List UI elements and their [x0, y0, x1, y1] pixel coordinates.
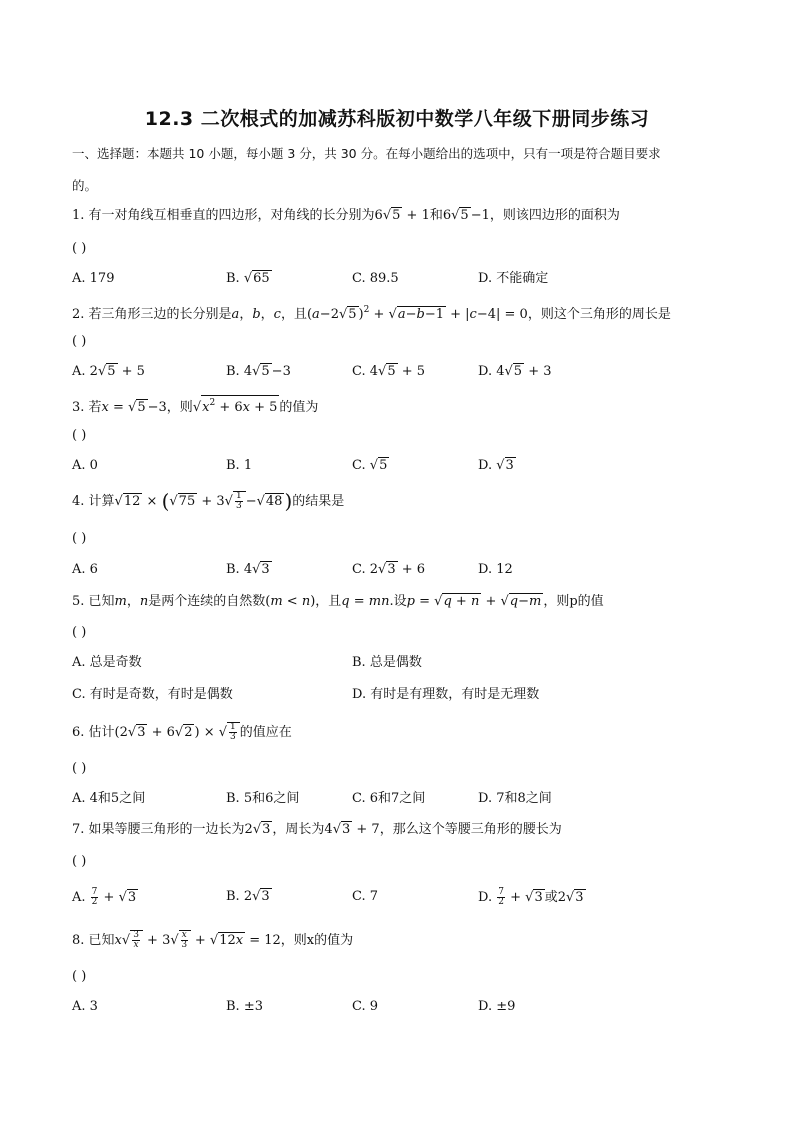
question-1-formula: 6√ 5 + 1和6√ 5 −1 — [375, 208, 490, 223]
question-5-option-c[interactable]: C. 有时是奇数，有时是偶数 — [72, 687, 233, 702]
question-3-formula: x = √ 5 −3，则√ $x^2 + 6x + 5$ — [102, 400, 280, 415]
question-8-option-c[interactable]: C. 9 — [352, 999, 379, 1014]
question-6-suffix: 的值应在 — [239, 725, 292, 740]
page-title: 12.3 二次根式的加减苏科版初中数学八年级下册同步练习 — [144, 108, 650, 130]
section-heading-line1: 一、选择题：本题共 10 小题，每小题 3 分，共 30 分。在每小题给出的选项中，只有一项是符合题目要求 — [72, 146, 661, 161]
question-7-option-a[interactable]: A. $\frac{7}{2}$ + √ 3 — [72, 888, 138, 907]
question-5-blank: ( ) — [72, 625, 87, 640]
question-6-option-c[interactable]: C. 6和7之间 — [352, 791, 426, 806]
question-3-option-a[interactable]: A. 0 — [72, 458, 98, 473]
question-3-option-b[interactable]: B. 1 — [226, 458, 253, 473]
question-5-suffix: ，则p的值 — [543, 594, 604, 609]
question-4-formula: √ 12 × (√ 75 + 3√ $\frac{1}{3}$ −√ 48 ) — [115, 494, 293, 509]
question-6-option-b[interactable]: B. 5和6之间 — [226, 791, 300, 806]
question-2-formula: a，b，c，且(a−2√ 5 )$^2$ + √ a−b−1 + |c−4| = 0 — [232, 307, 528, 322]
question-3-suffix: 的值为 — [279, 400, 319, 415]
question-6-prefix: 6. 估计 — [72, 725, 115, 740]
question-5-option-d[interactable]: D. 有时是有理数，有时是无理数 — [352, 687, 540, 702]
question-2-stem — [72, 301, 671, 324]
question-6-stem — [72, 722, 292, 742]
question-3-option-c[interactable]: C. √ 5 — [352, 457, 389, 475]
question-2-suffix: ，则这个三角形的周长是 — [527, 307, 671, 322]
question-1-blank: ( ) — [72, 241, 87, 256]
question-7-suffix: ，那么这个等腰三角形的腰长为 — [379, 822, 562, 837]
question-1-option-a[interactable]: A. 179 — [72, 271, 115, 286]
question-1-prefix: 1. 有一对角线互相垂直的四边形，对角线的长分别为 — [72, 208, 375, 223]
question-8-formula: x√ $\frac{3}{x}$ + 3√ $\frac{x}{3}$ + √ 12x = 12 — [115, 933, 281, 948]
question-6-blank: ( ) — [72, 761, 87, 776]
question-5-formula: m，n是两个连续的自然数(m < n)，且q = mn.设p = √ q + n + √ q−m — [115, 594, 544, 609]
question-7-option-b[interactable]: B. 2√ 3 — [226, 888, 272, 906]
question-2-prefix: 2. 若三角形三边的长分别是 — [72, 307, 232, 322]
question-8-suffix: ，则x的值为 — [280, 933, 354, 948]
question-8-blank: ( ) — [72, 969, 87, 984]
question-6-formula: (2√ 3 + 6√ 2 ) × √ $\frac{1}{3}$ — [115, 725, 240, 740]
question-4-suffix: 的结果是 — [292, 494, 345, 509]
question-1-stem — [72, 207, 620, 225]
question-5-stem — [72, 593, 604, 611]
question-5-option-a[interactable]: A. 总是奇数 — [72, 655, 142, 670]
question-8-stem — [72, 930, 353, 950]
question-3-option-d[interactable]: D. √ 3 — [478, 457, 516, 475]
question-7-option-d[interactable]: D. $\frac{7}{2}$ + √ 3 或2√ 3 — [478, 888, 586, 907]
question-3-stem — [72, 395, 318, 417]
question-6-option-d[interactable]: D. 7和8之间 — [478, 791, 552, 806]
question-4-stem — [72, 491, 344, 511]
question-4-option-d[interactable]: D. 12 — [478, 562, 513, 577]
question-8-option-d[interactable]: D. ±9 — [478, 999, 516, 1014]
question-1-option-b[interactable]: B. √ 65 — [226, 270, 272, 288]
question-2-option-c[interactable]: C. 4√ 5 + 5 — [352, 363, 425, 381]
question-8-option-b[interactable]: B. ±3 — [226, 999, 263, 1014]
question-7-blank: ( ) — [72, 854, 87, 869]
question-2-blank: ( ) — [72, 334, 87, 349]
question-1-option-c[interactable]: C. 89.5 — [352, 271, 399, 286]
question-1-suffix: ，则该四边形的面积为 — [489, 208, 620, 223]
question-5-prefix: 5. 已知 — [72, 594, 115, 609]
question-3-blank: ( ) — [72, 428, 87, 443]
question-7-formula: 2√ 3 ，周长为4√ 3 + 7 — [245, 822, 380, 837]
question-8-option-a[interactable]: A. 3 — [72, 999, 98, 1014]
section-heading-line2: 的。 — [72, 178, 98, 193]
question-4-prefix: 4. 计算 — [72, 494, 115, 509]
question-2-option-a[interactable]: A. 2√ 5 + 5 — [72, 363, 145, 381]
question-4-option-b[interactable]: B. 4√ 3 — [226, 561, 272, 579]
question-8-prefix: 8. 已知 — [72, 933, 115, 948]
question-4-blank: ( ) — [72, 531, 87, 546]
question-2-option-d[interactable]: D. 4√ 5 + 3 — [478, 363, 552, 381]
question-2-option-b[interactable]: B. 4√ 5 −3 — [226, 363, 291, 381]
question-1-option-d[interactable]: D. 不能确定 — [478, 271, 549, 286]
question-7-option-c[interactable]: C. 7 — [352, 889, 379, 904]
question-7-stem — [72, 821, 562, 839]
question-4-option-a[interactable]: A. 6 — [72, 562, 98, 577]
question-5-option-b[interactable]: B. 总是偶数 — [352, 655, 422, 670]
question-6-option-a[interactable]: A. 4和5之间 — [72, 791, 146, 806]
question-4-option-c[interactable]: C. 2√ 3 + 6 — [352, 561, 425, 579]
question-3-prefix: 3. 若 — [72, 400, 102, 415]
question-7-prefix: 7. 如果等腰三角形的一边长为 — [72, 822, 245, 837]
